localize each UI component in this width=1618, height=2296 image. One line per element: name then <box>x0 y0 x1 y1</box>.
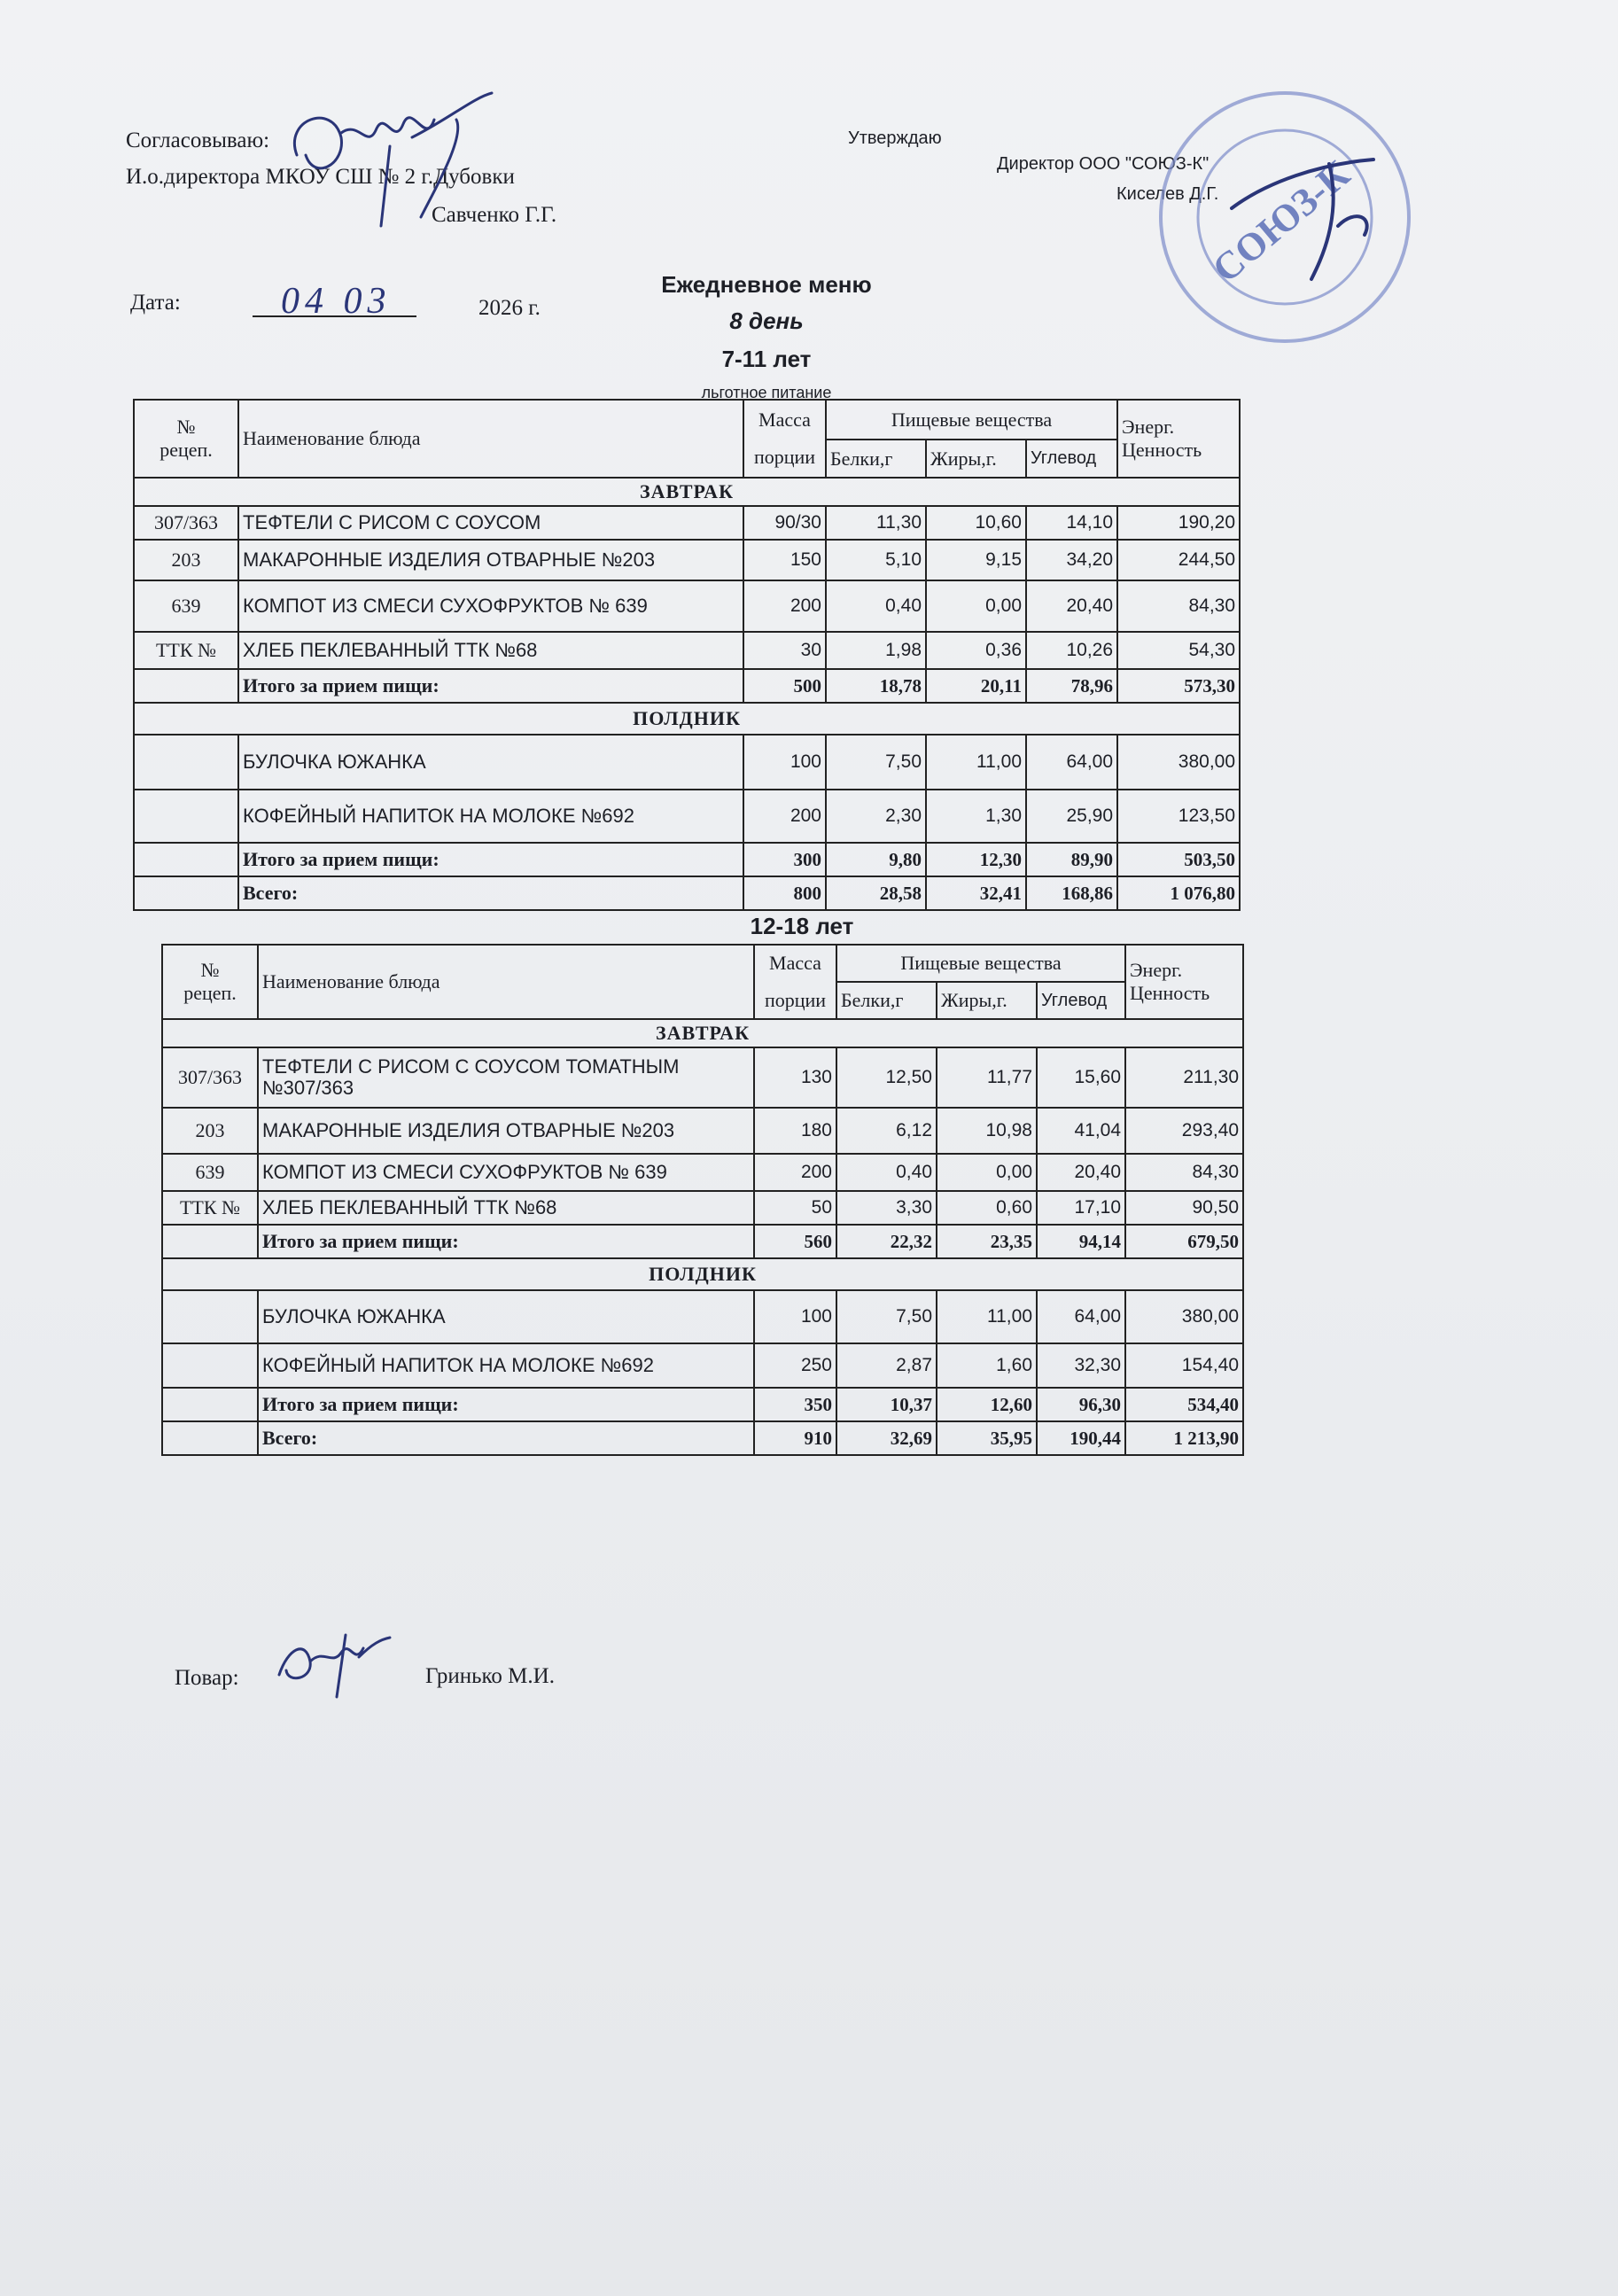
menu-title: Ежедневное меню <box>661 271 872 298</box>
header-fat: Жиры,г. <box>926 440 1026 478</box>
total-energy: 573,30 <box>1117 669 1240 703</box>
row-dish: ТЕФТЕЛИ С РИСОМ С СОУСОМ ТОМАТНЫМ №307/363 <box>258 1047 754 1108</box>
row-protein: 11,30 <box>826 506 926 540</box>
grand-total-label: Всего: <box>238 876 743 910</box>
row-code <box>162 1343 258 1388</box>
row-mass: 130 <box>754 1047 836 1108</box>
row-fat: 10,60 <box>926 506 1026 540</box>
row-carbs: 25,90 <box>1026 790 1117 843</box>
header-mass-cell <box>754 945 836 1019</box>
header-mass2: порции <box>764 989 827 1011</box>
row-carbs: 10,26 <box>1026 632 1117 669</box>
total-carbs: 96,30 <box>1037 1388 1125 1421</box>
row-energy: 190,20 <box>1117 506 1240 540</box>
total-label: Итого за прием пищи: <box>238 669 743 703</box>
total-carbs: 94,14 <box>1037 1225 1125 1258</box>
row-dish: МАКАРОННЫЕ ИЗДЕЛИЯ ОТВАРНЫЕ №203 <box>238 540 743 580</box>
header-recipe-no: № <box>176 416 196 438</box>
total-mass: 350 <box>754 1388 836 1421</box>
row-dish: БУЛОЧКА ЮЖАНКА <box>238 735 743 790</box>
row-code: ТТК № <box>162 1191 258 1225</box>
row-energy: 380,00 <box>1125 1290 1243 1343</box>
signature-left-icon <box>279 84 501 235</box>
section2-title: 12-18 лет <box>750 913 854 939</box>
total-label: Итого за прием пищи: <box>258 1388 754 1421</box>
table-row <box>162 1154 1243 1191</box>
grand-total-carbs: 190,44 <box>1037 1421 1125 1455</box>
row-fat: 1,30 <box>926 790 1026 843</box>
row-fat: 11,00 <box>937 1290 1037 1343</box>
total-energy: 679,50 <box>1125 1225 1243 1258</box>
row-carbs: 20,40 <box>1037 1154 1125 1191</box>
table-row <box>162 1290 1243 1343</box>
total-protein: 18,78 <box>826 669 926 703</box>
date-year: 2026 г. <box>478 296 541 320</box>
total-energy: 534,40 <box>1125 1388 1243 1421</box>
row-energy: 84,30 <box>1125 1154 1243 1191</box>
cook-label: Повар: <box>175 1666 239 1690</box>
row-protein: 2,87 <box>836 1343 937 1388</box>
total-label: Итого за прием пищи: <box>238 843 743 876</box>
row-fat: 11,00 <box>926 735 1026 790</box>
total-protein: 10,37 <box>836 1388 937 1421</box>
approval-right-label: Утверждаю <box>848 128 942 148</box>
total-mass: 500 <box>743 669 826 703</box>
stamp-text: СОЮЗ-К <box>1204 152 1358 292</box>
total-carbs: 89,90 <box>1026 843 1117 876</box>
row-dish: БУЛОЧКА ЮЖАНКА <box>258 1290 754 1343</box>
row-code <box>162 1290 258 1343</box>
table-row <box>134 506 1240 540</box>
row-carbs: 20,40 <box>1026 580 1117 632</box>
row-protein: 12,50 <box>836 1047 937 1108</box>
header-recipe-cell <box>162 945 258 1019</box>
row-dish: КОФЕЙНЫЙ НАПИТОК НА МОЛОКЕ №692 <box>258 1343 754 1388</box>
menu-table-12-18 <box>161 944 1244 1456</box>
row-carbs: 64,00 <box>1026 735 1117 790</box>
row-mass: 30 <box>743 632 826 669</box>
table-row <box>134 632 1240 669</box>
row-dish: ХЛЕБ ПЕКЛЕВАННЫЙ ТТК №68 <box>258 1191 754 1225</box>
total-label: Итого за прием пищи: <box>258 1225 754 1258</box>
row-mass: 250 <box>754 1343 836 1388</box>
table-row <box>162 1047 1243 1108</box>
total-fat: 20,11 <box>926 669 1026 703</box>
row-code: 639 <box>162 1154 258 1191</box>
row-protein: 1,98 <box>826 632 926 669</box>
row-dish: КОФЕЙНЫЙ НАПИТОК НА МОЛОКЕ №692 <box>238 790 743 843</box>
grand-total-empty <box>134 876 238 910</box>
header-protein: Белки,г <box>826 440 926 478</box>
grand-total-fat: 32,41 <box>926 876 1026 910</box>
table-row <box>134 540 1240 580</box>
row-carbs: 14,10 <box>1026 506 1117 540</box>
grand-total-protein: 32,69 <box>836 1421 937 1455</box>
row-protein: 2,30 <box>826 790 926 843</box>
header-recipe-no2: рецеп. <box>159 439 213 461</box>
row-fat: 0,00 <box>937 1154 1037 1191</box>
row-carbs: 64,00 <box>1037 1290 1125 1343</box>
row-protein: 7,50 <box>826 735 926 790</box>
grand-total-energy: 1 213,90 <box>1125 1421 1243 1455</box>
header-energy2: Ценность <box>1122 439 1202 461</box>
section-snack: ПОЛДНИК <box>162 1258 1243 1290</box>
row-code: ТТК № <box>134 632 238 669</box>
row-fat: 9,15 <box>926 540 1026 580</box>
header-fat: Жиры,г. <box>937 982 1037 1019</box>
total-empty <box>162 1225 258 1258</box>
total-protein: 9,80 <box>826 843 926 876</box>
table-row <box>134 580 1240 632</box>
row-energy: 154,40 <box>1125 1343 1243 1388</box>
header-carbs: Углевод <box>1037 982 1125 1019</box>
menu-day: 8 день <box>729 307 804 334</box>
row-fat: 0,60 <box>937 1191 1037 1225</box>
signature-cook-icon <box>270 1631 394 1701</box>
total-energy: 503,50 <box>1117 843 1240 876</box>
total-empty <box>134 669 238 703</box>
header-carbs: Углевод <box>1026 440 1117 478</box>
approval-left-name: Савченко Г.Г. <box>432 203 557 227</box>
total-row <box>134 669 1240 703</box>
header-energy1: Энерг. <box>1122 416 1175 438</box>
row-protein: 0,40 <box>826 580 926 632</box>
approval-right-position: Директор ООО "СОЮЗ-К" <box>997 154 1210 174</box>
row-mass: 150 <box>743 540 826 580</box>
header-mass2: порции <box>753 446 816 468</box>
header-mass-cell <box>743 400 826 478</box>
row-mass: 90/30 <box>743 506 826 540</box>
date-value: 04 03 <box>281 281 392 322</box>
cook-name: Гринько М.И. <box>425 1664 555 1688</box>
grand-total-label: Всего: <box>258 1421 754 1455</box>
total-mass: 560 <box>754 1225 836 1258</box>
total-carbs: 78,96 <box>1026 669 1117 703</box>
total-row <box>134 843 1240 876</box>
table-row <box>162 1343 1243 1388</box>
approval-left-label: Согласовываю: <box>126 128 270 152</box>
total-row <box>162 1388 1243 1421</box>
header-recipe-no2: рецеп. <box>183 982 237 1004</box>
section-snack: ПОЛДНИК <box>134 703 1240 735</box>
header-mass1: Масса <box>758 409 811 431</box>
date-field <box>253 276 416 322</box>
grand-total-protein: 28,58 <box>826 876 926 910</box>
row-protein: 6,12 <box>836 1108 937 1154</box>
header-protein: Белки,г <box>836 982 937 1019</box>
grand-total-mass: 910 <box>754 1421 836 1455</box>
row-fat: 1,60 <box>937 1343 1037 1388</box>
row-dish: МАКАРОННЫЕ ИЗДЕЛИЯ ОТВАРНЫЕ №203 <box>258 1108 754 1154</box>
grand-total-mass: 800 <box>743 876 826 910</box>
row-dish: ТЕФТЕЛИ С РИСОМ С СОУСОМ <box>238 506 743 540</box>
grand-total-fat: 35,95 <box>937 1421 1037 1455</box>
row-energy: 211,30 <box>1125 1047 1243 1108</box>
row-energy: 54,30 <box>1117 632 1240 669</box>
total-fat: 12,30 <box>926 843 1026 876</box>
grand-total-row <box>134 876 1240 910</box>
row-mass: 100 <box>754 1290 836 1343</box>
row-mass: 50 <box>754 1191 836 1225</box>
grand-total-row <box>162 1421 1243 1455</box>
row-code: 307/363 <box>134 506 238 540</box>
row-energy: 90,50 <box>1125 1191 1243 1225</box>
total-empty <box>162 1388 258 1421</box>
total-fat: 23,35 <box>937 1225 1037 1258</box>
row-carbs: 34,20 <box>1026 540 1117 580</box>
row-energy: 380,00 <box>1117 735 1240 790</box>
total-mass: 300 <box>743 843 826 876</box>
section-breakfast: ЗАВТРАК <box>134 478 1240 506</box>
header-mass1: Масса <box>769 952 821 974</box>
row-energy: 84,30 <box>1117 580 1240 632</box>
row-carbs: 32,30 <box>1037 1343 1125 1388</box>
row-fat: 0,36 <box>926 632 1026 669</box>
total-empty <box>134 843 238 876</box>
row-mass: 180 <box>754 1108 836 1154</box>
table-row <box>134 790 1240 843</box>
row-fat: 11,77 <box>937 1047 1037 1108</box>
header-dish: Наименование блюда <box>238 400 743 478</box>
row-fat: 0,00 <box>926 580 1026 632</box>
row-dish: ХЛЕБ ПЕКЛЕВАННЫЙ ТТК №68 <box>238 632 743 669</box>
approval-left-position: И.о.директора МКОУ СШ № 2 г.Дубовки <box>126 165 515 189</box>
table-row <box>162 1108 1243 1154</box>
row-energy: 123,50 <box>1117 790 1240 843</box>
header-energy-cell <box>1117 400 1240 478</box>
header-energy2: Ценность <box>1130 982 1210 1004</box>
row-carbs: 41,04 <box>1037 1108 1125 1154</box>
row-mass: 100 <box>743 735 826 790</box>
row-mass: 200 <box>743 790 826 843</box>
row-code: 203 <box>134 540 238 580</box>
row-carbs: 15,60 <box>1037 1047 1125 1108</box>
menu-table-7-11 <box>133 399 1241 911</box>
header-energy-cell <box>1125 945 1243 1019</box>
grand-total-energy: 1 076,80 <box>1117 876 1240 910</box>
grand-total-empty <box>162 1421 258 1455</box>
row-code <box>134 790 238 843</box>
header-nutrients: Пищевые вещества <box>826 400 1117 440</box>
row-code <box>134 735 238 790</box>
menu-subtitle: льготное питание <box>701 384 832 401</box>
table-row <box>162 1191 1243 1225</box>
row-protein: 7,50 <box>836 1290 937 1343</box>
total-protein: 22,32 <box>836 1225 937 1258</box>
row-mass: 200 <box>743 580 826 632</box>
row-mass: 200 <box>754 1154 836 1191</box>
date-label: Дата: <box>130 291 181 315</box>
company-stamp-icon <box>1152 75 1418 359</box>
header-nutrients: Пищевые вещества <box>836 945 1125 982</box>
row-energy: 244,50 <box>1117 540 1240 580</box>
row-fat: 10,98 <box>937 1108 1037 1154</box>
row-code: 203 <box>162 1108 258 1154</box>
header-recipe-no: № <box>200 959 220 981</box>
row-carbs: 17,10 <box>1037 1191 1125 1225</box>
row-energy: 293,40 <box>1125 1108 1243 1154</box>
row-code: 307/363 <box>162 1047 258 1108</box>
total-row <box>162 1225 1243 1258</box>
header-recipe-cell <box>134 400 238 478</box>
row-dish: КОМПОТ ИЗ СМЕСИ СУХОФРУКТОВ № 639 <box>238 580 743 632</box>
section-breakfast: ЗАВТРАК <box>162 1019 1243 1047</box>
row-protein: 0,40 <box>836 1154 937 1191</box>
approval-right-name: Киселев Д.Г. <box>1116 184 1219 204</box>
row-protein: 3,30 <box>836 1191 937 1225</box>
grand-total-carbs: 168,86 <box>1026 876 1117 910</box>
header-dish: Наименование блюда <box>258 945 754 1019</box>
row-protein: 5,10 <box>826 540 926 580</box>
row-dish: КОМПОТ ИЗ СМЕСИ СУХОФРУКТОВ № 639 <box>258 1154 754 1191</box>
header-energy1: Энерг. <box>1130 959 1183 981</box>
menu-age-group: 7-11 лет <box>721 346 812 372</box>
total-fat: 12,60 <box>937 1388 1037 1421</box>
table-row <box>134 735 1240 790</box>
row-code: 639 <box>134 580 238 632</box>
